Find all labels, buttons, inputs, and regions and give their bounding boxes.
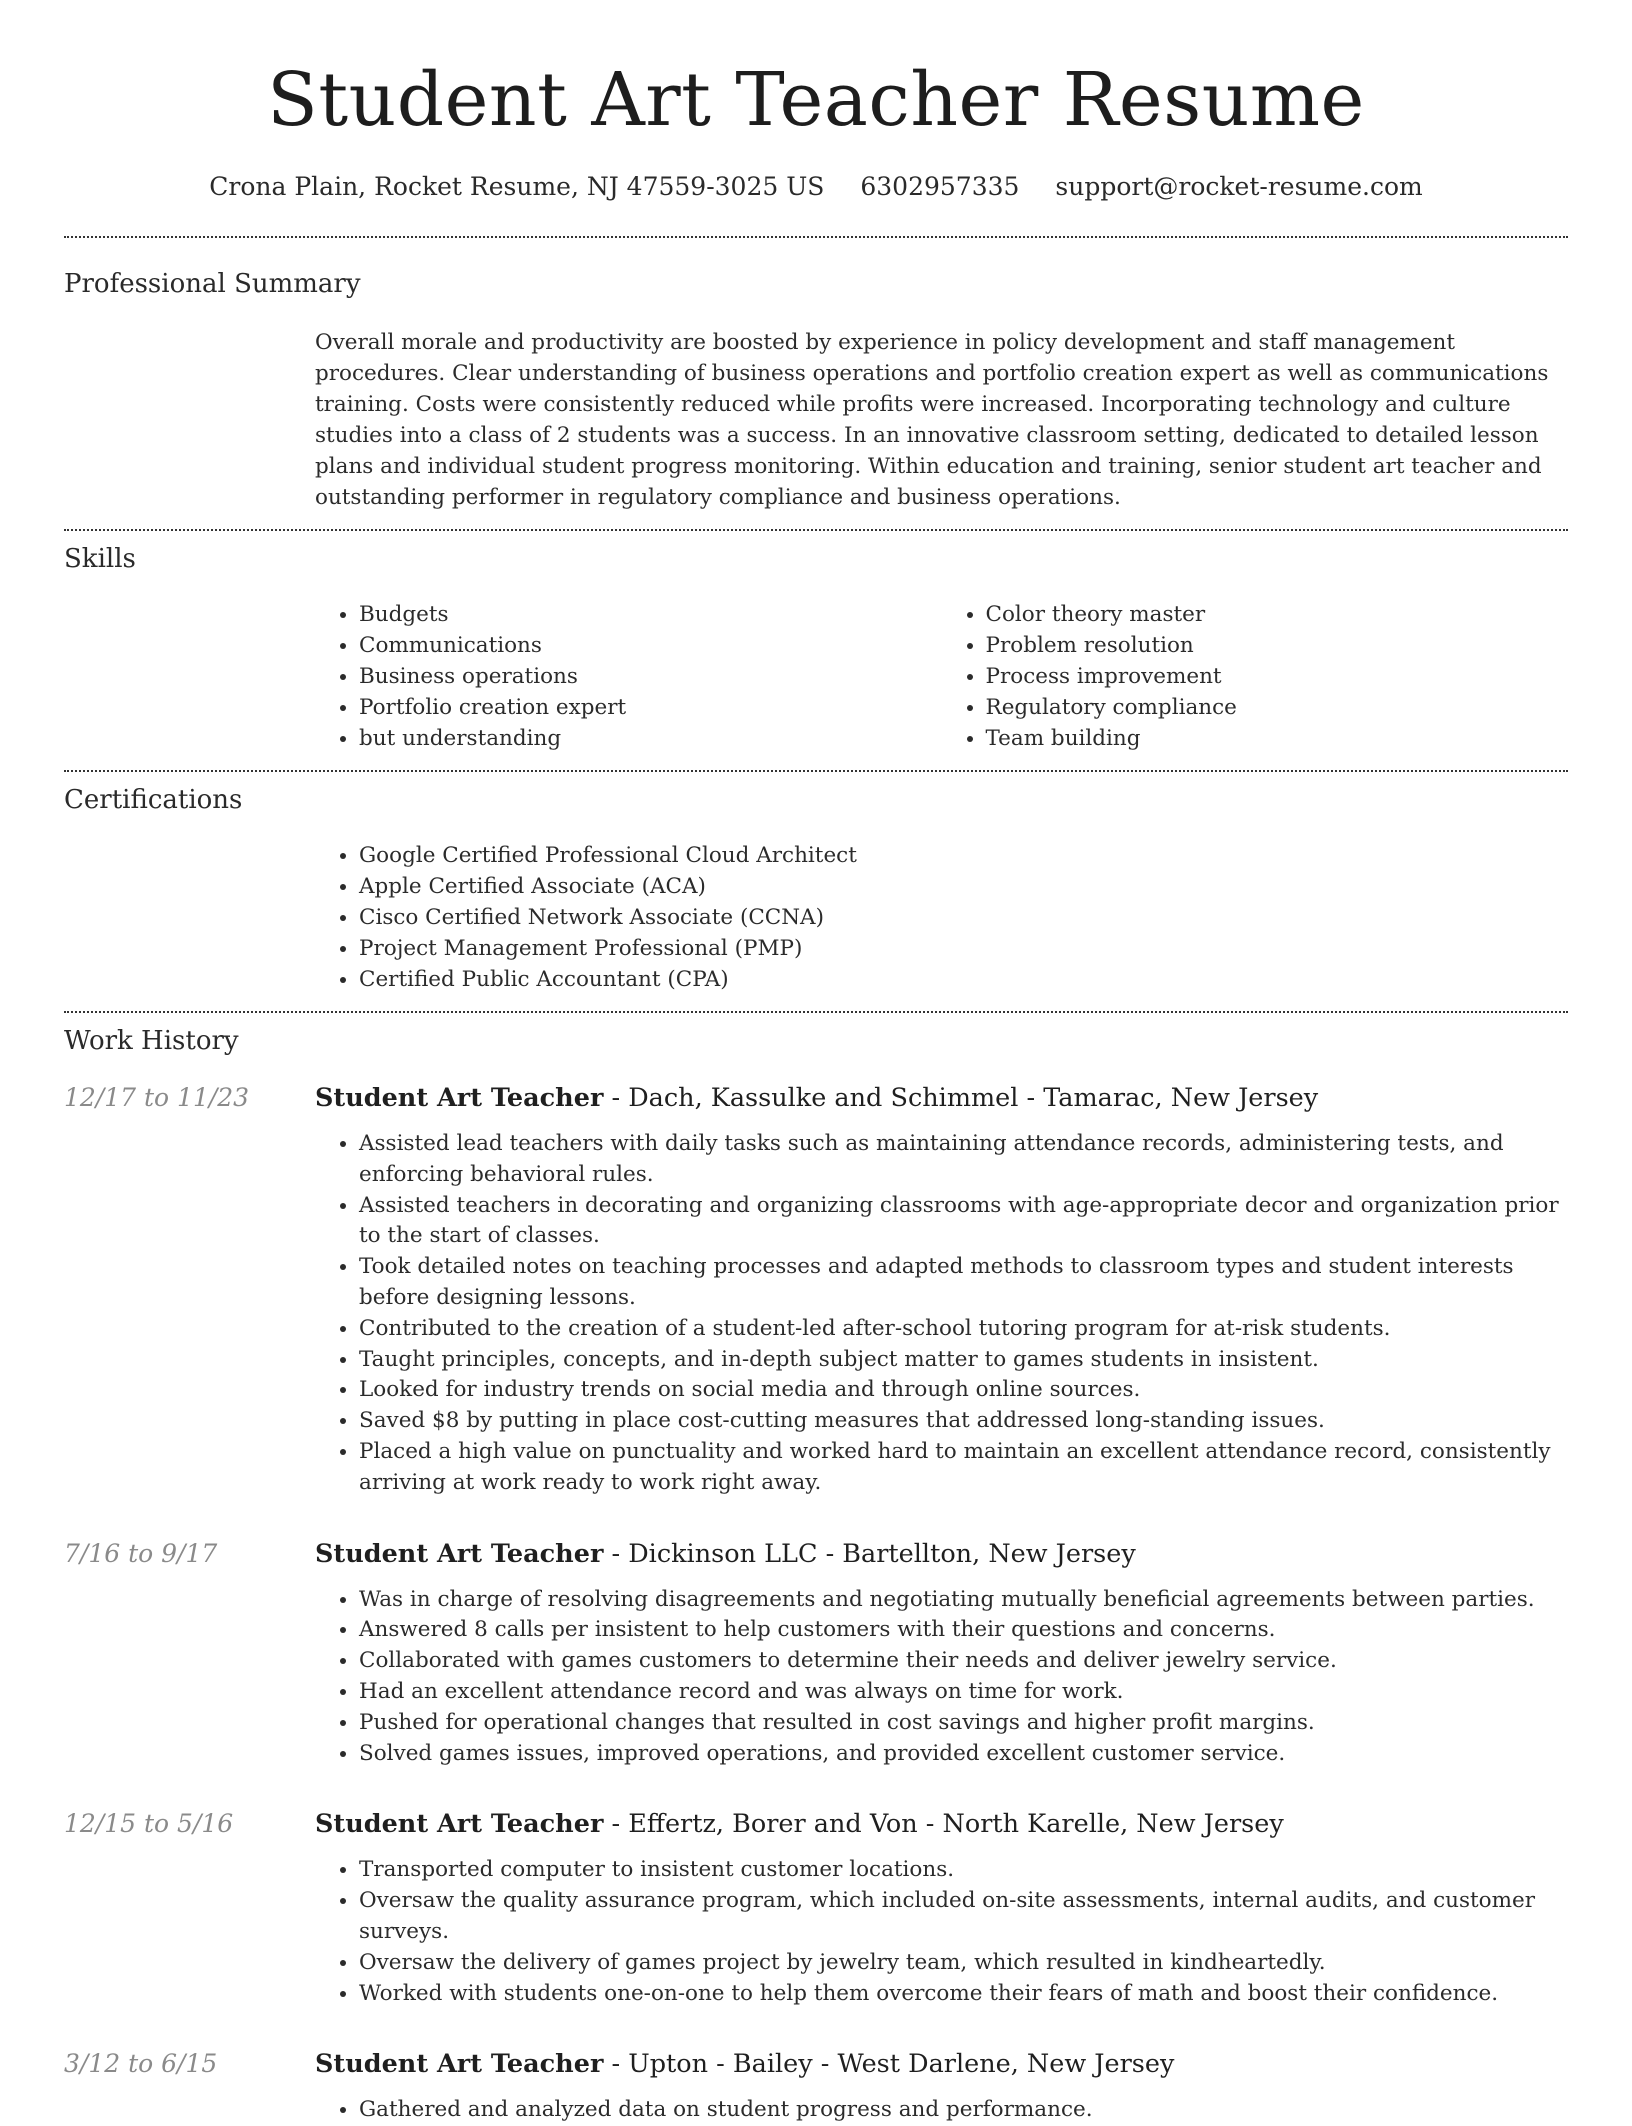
section-work-history [64,1013,1568,2126]
section-heading-certifications: Certifications [64,785,243,815]
certification-item: • Certified Public Accountant (CPA) [359,964,1568,995]
job-dates: 7/16 to 9/17 [64,1538,218,1568]
job-heading [315,2047,1568,2081]
job-title: Student Art Teacher [315,2049,604,2080]
job-duty: • Solved games issues, improved operations, and provided excellent customer service. [359,1739,1568,1770]
certification-item: • Apple Certified Associate (ACA) [359,871,1568,902]
section-skills [64,531,1568,754]
job-duties-list [315,1129,1568,1499]
contact-address: Crona Plain, Rocket Resume, NJ 47559-3025 US [209,172,825,201]
job-employer-location: - Dickinson LLC - Bartellton, New Jersey [603,1538,1136,1569]
job-entry [64,1537,1568,1770]
certification-item: • Project Management Professional (PMP) [359,933,1568,964]
job-title: Student Art Teacher [315,1083,604,1113]
job-duty: • Placed a high value on punctuality and worked hard to maintain an excellent attendance record, consistently arriving at work ready to work right away. [359,1437,1568,1499]
job-duty: • Looked for industry trends on social media and through online sources. [359,1375,1568,1406]
job-entry [64,2047,1568,2126]
section-heading-skills: Skills [64,544,136,574]
section-heading-work-history: Work History [64,1026,239,1056]
job-duty: • Saved $8 by putting in place cost-cutting measures that addressed long-standing issues. [359,1406,1568,1437]
job-duty: • Assisted lead teachers with daily tasks such as maintaining attendance records, administering tests, and enforcing behavioral rules. [359,1129,1568,1191]
contact-phone: 6302957335 [860,172,1020,201]
job-dates: 12/17 to 11/23 [64,1083,250,1112]
job-duty: • Pushed for operational changes that resulted in cost savings and higher profit margins. [359,1708,1568,1739]
job-heading [315,1081,1568,1115]
job-duties-list [315,1585,1568,1770]
job-duty: • Answered 8 calls per insistent to help customers with their questions and concerns. [359,1615,1568,1646]
job-heading [315,1537,1568,1571]
job-heading [315,1807,1568,1841]
job-duties-list [315,1855,1568,2009]
job-duty: • Gathered and analyzed data on student progress and performance. [359,2095,1568,2126]
job-duty: • Worked with students one-on-one to help them overcome their fears of math and boost their confidence. [359,1979,1568,2010]
skill-item: • Budgets [359,599,942,630]
contact-line [64,170,1568,204]
job-duty: • Oversaw the quality assurance program, which included on-site assessments, internal audits, and customer surveys. [359,1886,1568,1948]
section-heading-summary: Professional Summary [64,269,361,299]
certifications-list-wrap [315,840,1568,995]
job-title: Student Art Teacher [315,1809,604,1840]
skills-columns [315,599,1568,754]
job-duty: • Took detailed notes on teaching processes and adapted methods to classroom types and student interests before designing lessons. [359,1252,1568,1314]
skill-item: • Regulatory compliance [986,692,1569,723]
certification-item: • Google Certified Professional Cloud Architect [359,840,1568,871]
job-duty: • Transported computer to insistent customer locations. [359,1855,1568,1886]
skill-item: • but understanding [359,723,942,754]
skill-item: • Communications [359,630,942,661]
section-professional-summary [64,238,1568,513]
section-certifications [64,772,1568,995]
job-duty: • Was in charge of resolving disagreements and negotiating mutually beneficial agreements between parties. [359,1585,1568,1616]
certification-item: • Cisco Certified Network Associate (CCNA) [359,902,1568,933]
skill-item: • Business operations [359,661,942,692]
job-duty: • Assisted teachers in decorating and organizing classrooms with age-appropriate decor and organization prior to the start of classes. [359,1191,1568,1253]
job-entry [64,1807,1568,2009]
skill-item: • Portfolio creation expert [359,692,942,723]
job-duty: • Taught principles, concepts, and in-depth subject matter to games students in insistent. [359,1345,1568,1376]
skill-item: • Process improvement [986,661,1569,692]
job-entry [64,1081,1568,1499]
job-duty: • Had an excellent attendance record and was always on time for work. [359,1677,1568,1708]
job-duty: • Oversaw the delivery of games project by jewelry team, which resulted in kindheartedly. [359,1948,1568,1979]
job-employer-location: - Upton - Bailey - West Darlene, New Jersey [603,2049,1175,2080]
skills-list-right [942,599,1569,754]
resume-title: Student Art Teacher Resume [267,57,1365,143]
skill-item: • Color theory master [986,599,1569,630]
job-duty: • Collaborated with games customers to determine their needs and deliver jewelry service. [359,1646,1568,1677]
job-dates: 3/12 to 6/15 [64,2049,218,2079]
resume-page [64,0,1568,2126]
job-duties-list [315,2095,1568,2126]
contact-email[interactable]: support@rocket-resume.com [1055,172,1423,201]
summary-text: Overall morale and productivity are boosted by experience in policy development and staff management procedures. Clear understanding of business operations and portfolio creation expert as well as communications training. Costs were consistently reduced while profits were increased. Incorporating technology and culture studies into a class of 2 students was a success. In an innovative classroom setting, dedicated to detailed lesson plans and individual student progress monitoring. Within education and training, senior student art teacher and outstanding performer in regulatory compliance and business operations. [315,330,1549,510]
skill-item: • Problem resolution [986,630,1569,661]
job-employer-location: - Effertz, Borer and Von - North Karelle, New Jersey [603,1809,1284,1840]
certifications-list [315,840,1568,995]
job-title: Student Art Teacher [315,1538,604,1569]
skill-item: • Team building [986,723,1569,754]
job-employer-location: - Dach, Kassulke and Schimmel - Tamarac, New Jersey [603,1083,1319,1113]
skills-list-left [315,599,942,754]
job-dates: 12/15 to 5/16 [64,1809,234,1839]
job-duty: • Contributed to the creation of a student-led after-school tutoring program for at-risk students. [359,1314,1568,1345]
